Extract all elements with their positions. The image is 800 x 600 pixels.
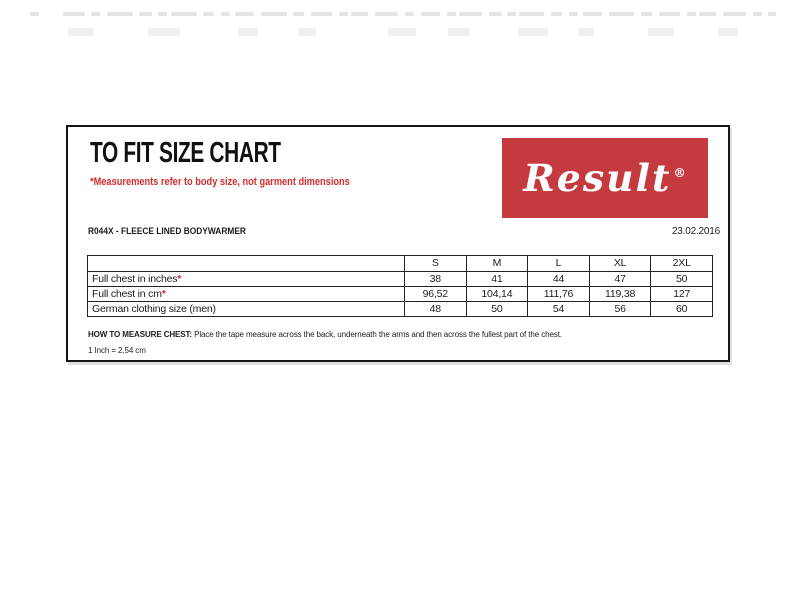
how-to-measure-text bbox=[88, 330, 562, 339]
size-column-header: XL bbox=[589, 256, 651, 272]
artifact-dash bbox=[221, 12, 230, 16]
artifact-dash bbox=[489, 12, 502, 16]
result-brand-logo bbox=[502, 138, 708, 218]
artifact-dash bbox=[235, 12, 254, 16]
artifact-dash bbox=[261, 12, 287, 16]
artifact-smudge bbox=[518, 28, 548, 36]
artifact-dash bbox=[405, 12, 414, 16]
product-name: R044X - FLEECE LINED BODYWARMER bbox=[88, 226, 246, 237]
document-date: 23.02.2016 bbox=[671, 226, 720, 237]
artifact-dash bbox=[171, 12, 197, 16]
row-label-cell: German clothing size (men) bbox=[88, 302, 405, 317]
size-value-cell: 50 bbox=[651, 272, 713, 287]
artifact-dash bbox=[551, 12, 562, 16]
artifact-dash bbox=[687, 12, 696, 16]
registered-trademark-symbol: ® bbox=[673, 166, 687, 181]
size-value-cell: 96,52 bbox=[405, 287, 467, 302]
size-chart-sheet bbox=[66, 125, 730, 362]
artifact-dash bbox=[768, 12, 776, 16]
measurement-note: *Measurements refer to body size, not garment dimensions bbox=[90, 176, 350, 188]
artifact-smudge bbox=[298, 28, 316, 36]
artifact-dash bbox=[641, 12, 652, 16]
size-value-cell: 47 bbox=[589, 272, 651, 287]
size-value-cell: 54 bbox=[528, 302, 590, 317]
artifact-smudge bbox=[648, 28, 674, 36]
logo-wordmark: Result ® bbox=[523, 155, 687, 200]
artifact-smudge bbox=[388, 28, 416, 36]
artifact-dash bbox=[507, 12, 516, 16]
artifact-dash bbox=[609, 12, 634, 16]
size-value-cell: 119,38 bbox=[589, 287, 651, 302]
size-value-cell: 44 bbox=[528, 272, 590, 287]
size-value-cell: 41 bbox=[466, 272, 528, 287]
blank-header-cell bbox=[88, 256, 405, 272]
artifact-dash bbox=[569, 12, 578, 16]
size-value-cell: 38 bbox=[405, 272, 467, 287]
size-table-row bbox=[88, 287, 713, 302]
artifact-dash bbox=[699, 12, 716, 16]
artifact-dash bbox=[583, 12, 602, 16]
inch-conversion-text: 1 Inch = 2,54 cm bbox=[88, 346, 146, 355]
size-value-cell: 60 bbox=[651, 302, 713, 317]
page-title: TO FIT SIZE CHART bbox=[90, 137, 281, 169]
artifact-dash bbox=[447, 12, 456, 16]
red-asterisk: * bbox=[177, 272, 182, 285]
artifact-dash bbox=[723, 12, 746, 16]
size-table bbox=[87, 255, 713, 317]
size-table-row bbox=[88, 272, 713, 287]
size-table-header-row bbox=[88, 256, 713, 272]
size-value-cell: 127 bbox=[651, 287, 713, 302]
artifact-dash bbox=[339, 12, 348, 16]
artifact-smudge bbox=[578, 28, 594, 36]
size-table-row bbox=[88, 302, 713, 317]
artifact-smudge bbox=[68, 28, 94, 36]
size-column-header: M bbox=[466, 256, 528, 272]
size-column-header: L bbox=[528, 256, 590, 272]
scan-artifact-marks bbox=[0, 0, 800, 50]
artifact-dash bbox=[107, 12, 133, 16]
size-value-cell: 50 bbox=[466, 302, 528, 317]
artifact-dash bbox=[91, 12, 100, 16]
size-value-cell: 104,14 bbox=[466, 287, 528, 302]
artifact-dash bbox=[30, 12, 39, 16]
artifact-dash bbox=[158, 12, 167, 16]
artifact-dash bbox=[459, 12, 482, 16]
artifact-dash bbox=[659, 12, 680, 16]
artifact-dash bbox=[293, 12, 304, 16]
artifact-dash bbox=[519, 12, 544, 16]
artifact-dash bbox=[753, 12, 762, 16]
row-label-cell: Full chest in cm* bbox=[88, 287, 405, 302]
size-value-cell: 48 bbox=[405, 302, 467, 317]
size-value-cell: 56 bbox=[589, 302, 651, 317]
size-table-body bbox=[88, 272, 713, 317]
artifact-dash bbox=[351, 12, 368, 16]
artifact-smudge bbox=[718, 28, 738, 36]
red-asterisk: * bbox=[161, 287, 166, 300]
how-to-measure-body: Place the tape measure across the back, underneath the arms and then across the fullest part of the chest. bbox=[191, 330, 562, 339]
how-to-measure-label: HOW TO MEASURE CHEST: bbox=[88, 330, 192, 339]
artifact-smudge bbox=[448, 28, 470, 36]
artifact-dash bbox=[421, 12, 440, 16]
row-label-cell: Full chest in inches* bbox=[88, 272, 405, 287]
artifact-dash bbox=[63, 12, 85, 16]
artifact-dash bbox=[375, 12, 398, 16]
artifact-smudge bbox=[238, 28, 258, 36]
artifact-dash bbox=[203, 12, 214, 16]
artifact-dash bbox=[311, 12, 332, 16]
size-column-header: S bbox=[405, 256, 467, 272]
product-meta-row bbox=[88, 226, 720, 237]
size-column-header: 2XL bbox=[651, 256, 713, 272]
size-value-cell: 111,76 bbox=[528, 287, 590, 302]
artifact-dash bbox=[139, 12, 152, 16]
artifact-smudge bbox=[148, 28, 180, 36]
